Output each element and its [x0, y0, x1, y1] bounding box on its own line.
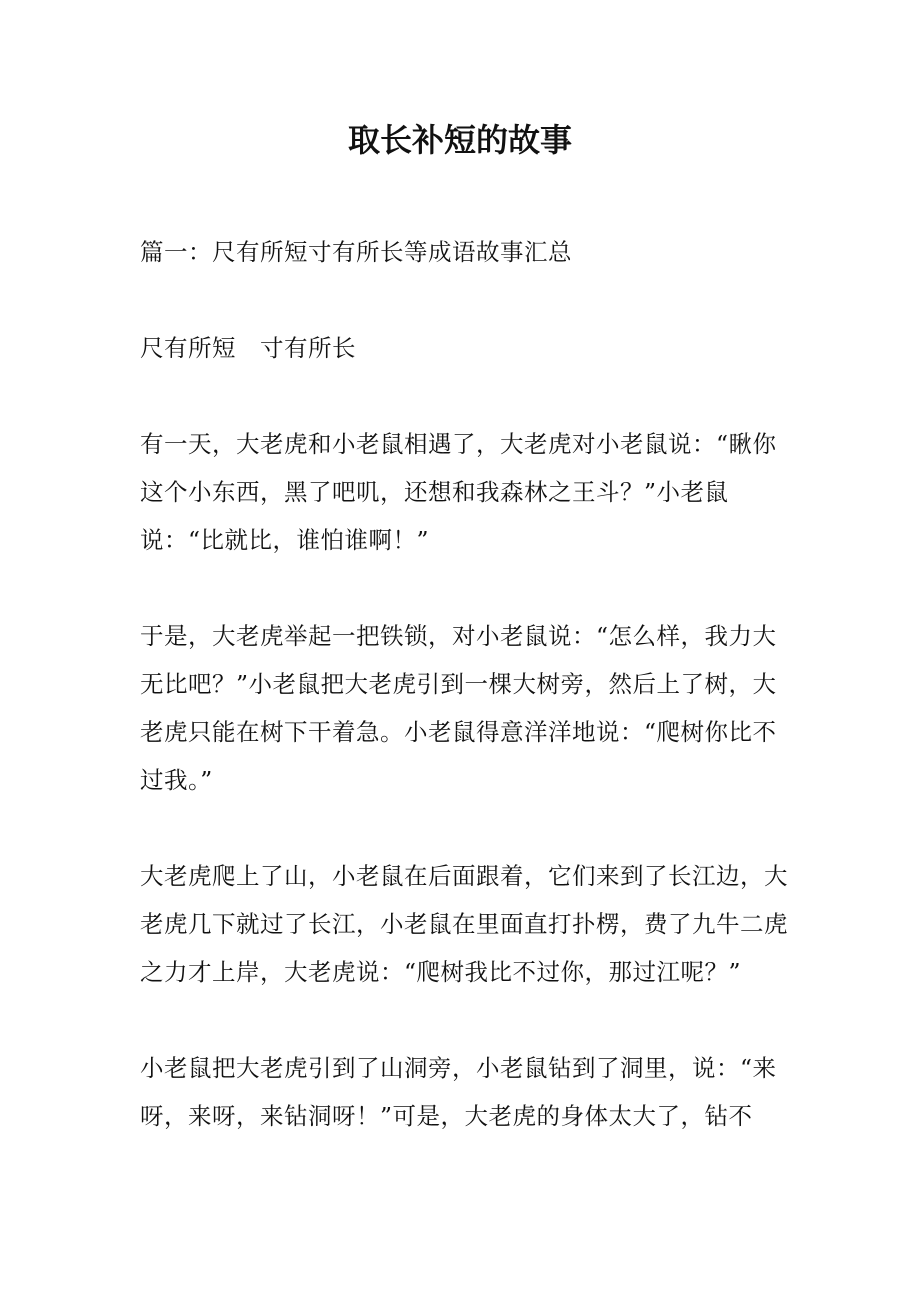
paragraph: 大老虎爬上了山，小老鼠在后面跟着，它们来到了长江边，大老虎几下就过了长江，小老鼠在里面直打扑楞，费了九牛二虎之力才上岸，大老虎说：“爬树我比不过你，那过江呢？” [140, 862, 788, 986]
paragraph: 于是，大老虎举起一把铁锁，对小老鼠说：“怎么样，我力大无比吧？”小老鼠把大老虎引到一棵大树旁，然后上了树，大老虎只能在树下干着急。小老鼠得意洋洋地说：“爬树你比不过我。” [140, 622, 777, 794]
story-subtitle: 尺有所短 寸有所长 [140, 334, 356, 362]
document-body [140, 228, 800, 1188]
paragraph: 小老鼠把大老虎引到了山洞旁，小老鼠钻到了洞里，说：“来呀，来呀，来钻洞呀！”可是，大老虎的身体太大了，钻不 [140, 1054, 777, 1130]
paragraph: 有一天，大老虎和小老鼠相遇了，大老虎对小老鼠说：“瞅你这个小东西，黑了吧叽，还想和我森林之王斗？”小老鼠说：“比就比，谁怕谁啊！” [140, 430, 777, 554]
section-heading: 篇一：尺有所短寸有所长等成语故事汇总 [140, 238, 572, 266]
document-title: 取长补短的故事 [347, 121, 572, 159]
